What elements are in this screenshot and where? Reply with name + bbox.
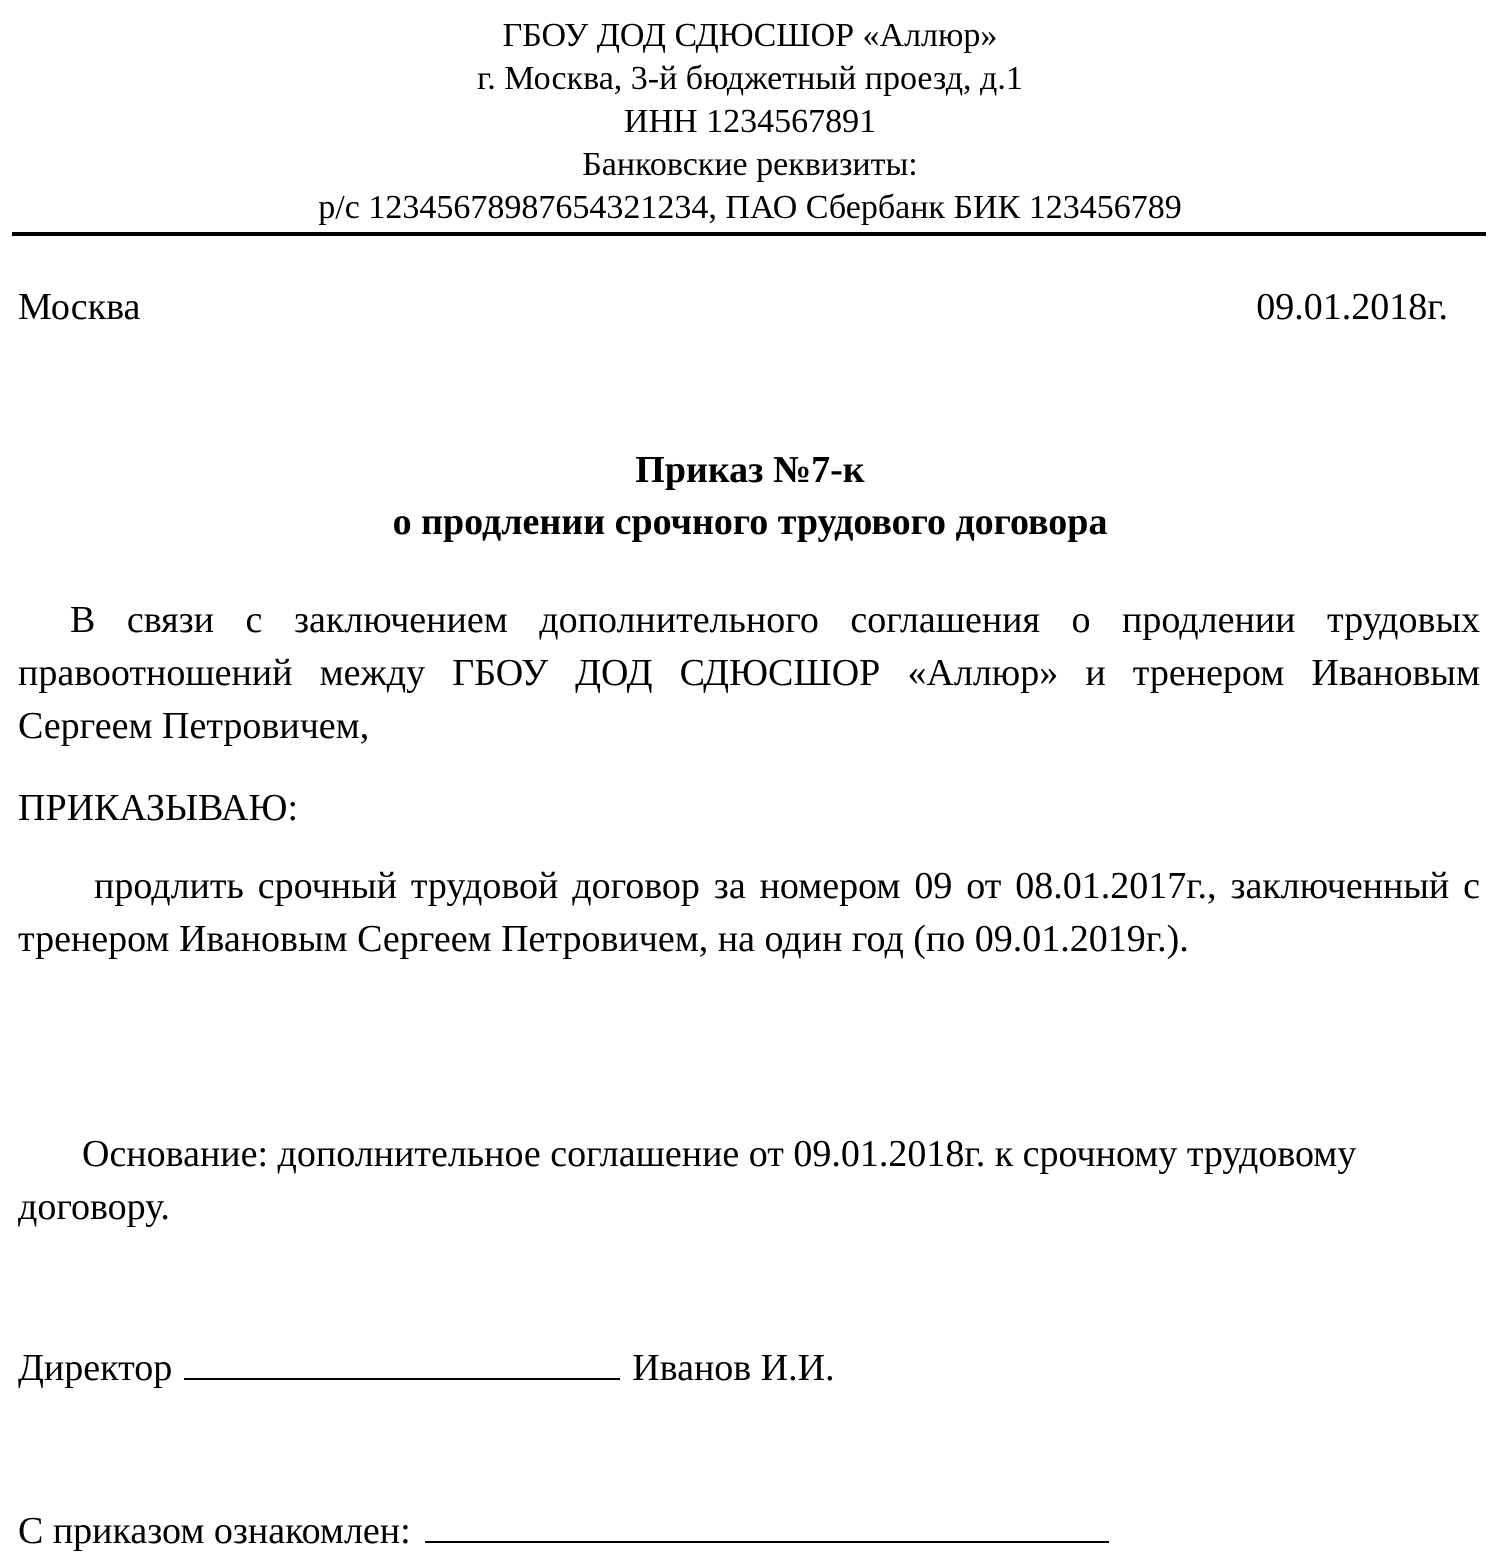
signer-name: Иванов И.И.: [632, 1347, 835, 1389]
acknowledgement-row: [18, 1503, 1109, 1558]
document-date: 09.01.2018г.: [1256, 286, 1448, 328]
order-number: Приказ №7-к: [635, 449, 865, 491]
document-title: [0, 444, 1500, 548]
order-paragraph: продлить срочный трудовой договор за номером 09 от 08.01.2017г., заключенный с тренером Ивановым Сергеем Петровичем, на один год (по 09.01.2019г.).: [18, 865, 1480, 960]
org-inn: ИНН 1234567891: [623, 103, 877, 140]
letterhead: [0, 14, 1500, 229]
order-subject: о продлении срочного трудового договора: [392, 501, 1108, 543]
director-signature-row: [18, 1340, 835, 1395]
signature-line: [184, 1340, 620, 1380]
acknowledgement-label: С приказом ознакомлен:: [18, 1510, 411, 1552]
basis-paragraph: Основание: дополнительное соглашение от 09.01.2018г. к срочному трудовому договору.: [18, 1133, 1357, 1228]
bank-label: Банковские реквизиты:: [582, 146, 918, 183]
acknowledgement-signature-line: [425, 1503, 1109, 1543]
org-address: г. Москва, 3-й бюджетный проезд, д.1: [477, 60, 1023, 97]
org-name: ГБОУ ДОД СДЮСШОР «Аллюр»: [502, 17, 998, 54]
order-directive-heading: ПРИКАЗЫВАЮ:: [18, 787, 299, 829]
letterhead-divider: [12, 232, 1486, 236]
preamble-paragraph: В связи с заключением дополнительного соглашения о продлении трудовых правоотношений между ГБОУ ДОД СДЮСШОР «Аллюр» и тренером Ивановым Сергеем Петровичем,: [18, 599, 1480, 747]
bank-details: р/с 12345678987654321234, ПАО Сбербанк БИК 123456789: [318, 189, 1182, 226]
signer-position: Директор: [18, 1347, 173, 1389]
document-city: Москва: [18, 286, 141, 328]
